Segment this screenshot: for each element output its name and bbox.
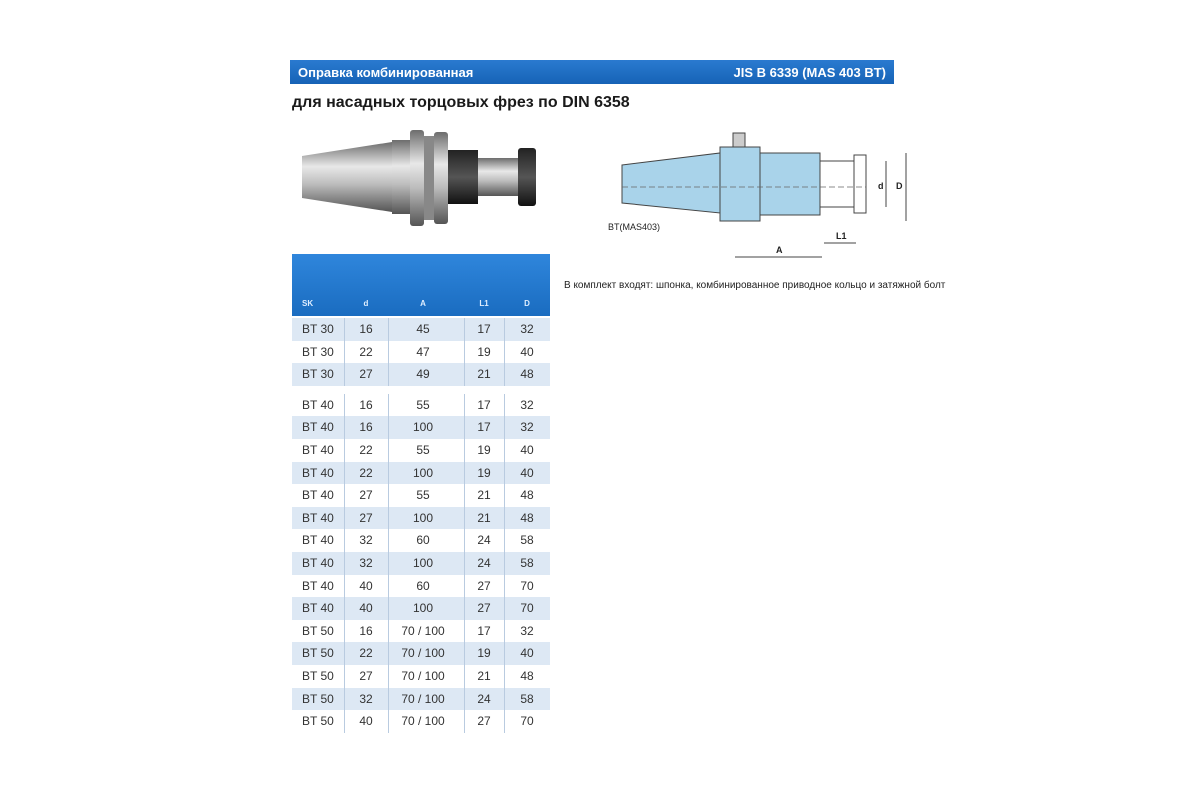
cell-sk: BT 30 xyxy=(302,344,334,359)
cell-a: 60 xyxy=(416,578,430,593)
cell-l1: 24 xyxy=(477,691,491,706)
technical-drawing xyxy=(600,125,920,265)
cell-d: 40 xyxy=(520,646,534,661)
table-row xyxy=(292,597,550,620)
cell-a: 100 xyxy=(412,601,434,616)
cell-d: 48 xyxy=(520,367,534,382)
table-row xyxy=(292,642,550,665)
cell-a: 55 xyxy=(416,488,430,503)
cell-d: 22 xyxy=(359,344,373,359)
page-subtitle: для насадных торцовых фрез по DIN 6358 xyxy=(292,94,630,111)
header-title: Оправка комбинированная xyxy=(298,64,474,80)
cell-d: 40 xyxy=(359,714,373,729)
table-row xyxy=(292,484,550,507)
table-row xyxy=(292,665,550,688)
table-header xyxy=(292,254,550,316)
tool-holder-photo xyxy=(296,126,552,236)
cell-d: 40 xyxy=(359,601,373,616)
cell-d: 22 xyxy=(359,442,373,457)
cell-d: 16 xyxy=(359,397,373,412)
col-d: d xyxy=(363,299,369,308)
dim-a-label: A xyxy=(776,245,783,255)
kit-note: В комплект входят: шпонка, комбинированное приводное кольцо и затяжной болт xyxy=(564,280,946,291)
cell-sk: BT 40 xyxy=(302,578,334,593)
cell-d: 32 xyxy=(520,322,534,336)
cell-a: 70 / 100 xyxy=(401,714,445,729)
cell-a: 100 xyxy=(412,465,434,480)
cell-l1: 17 xyxy=(477,322,491,336)
cell-l1: 21 xyxy=(477,488,491,503)
cell-l1: 24 xyxy=(477,555,491,570)
cell-d: 70 xyxy=(520,601,534,616)
cell-d: 48 xyxy=(520,488,534,503)
cell-a: 49 xyxy=(416,367,430,382)
cell-d: 27 xyxy=(359,488,373,503)
cell-a: 60 xyxy=(416,533,430,548)
dim-d-big-label: D xyxy=(896,181,903,191)
cell-sk: BT 40 xyxy=(302,601,334,616)
cell-sk: BT 50 xyxy=(302,623,334,638)
cell-l1: 19 xyxy=(477,465,491,480)
cell-l1: 19 xyxy=(477,442,491,457)
cell-l1: 21 xyxy=(477,668,491,683)
cell-d: 40 xyxy=(520,442,534,457)
cell-sk: BT 40 xyxy=(302,465,334,480)
table-row xyxy=(292,394,550,417)
table-row xyxy=(292,416,550,439)
col-sk: SK xyxy=(302,299,314,308)
cell-d: 27 xyxy=(359,510,373,525)
cell-d: 58 xyxy=(520,533,534,548)
col-d-outer: D xyxy=(524,299,530,308)
cell-d: 32 xyxy=(520,420,534,435)
cell-d: 58 xyxy=(520,555,534,570)
cell-a: 45 xyxy=(416,322,430,336)
cell-sk: BT 30 xyxy=(302,322,334,336)
cell-d: 27 xyxy=(359,668,373,683)
cell-l1: 17 xyxy=(477,420,491,435)
cell-d: 22 xyxy=(359,646,373,661)
cell-d: 40 xyxy=(520,465,534,480)
dim-l1-label: L1 xyxy=(836,231,847,241)
cell-sk: BT 50 xyxy=(302,668,334,683)
cell-l1: 27 xyxy=(477,601,491,616)
table-row xyxy=(292,575,550,598)
spec-table xyxy=(292,318,550,733)
table-row xyxy=(292,341,550,364)
table-row xyxy=(292,439,550,462)
cell-d: 32 xyxy=(520,623,534,638)
table-row xyxy=(292,688,550,711)
cell-d: 70 xyxy=(520,714,534,729)
cell-l1: 24 xyxy=(477,533,491,548)
cell-l1: 17 xyxy=(477,623,491,638)
cell-sk: BT 50 xyxy=(302,646,334,661)
table-row xyxy=(292,620,550,643)
cell-sk: BT 50 xyxy=(302,691,334,706)
header-bar xyxy=(290,60,894,84)
cell-a: 55 xyxy=(416,397,430,412)
cell-d: 16 xyxy=(359,420,373,435)
cell-sk: BT 40 xyxy=(302,420,334,435)
cell-l1: 27 xyxy=(477,714,491,729)
cell-a: 70 / 100 xyxy=(401,668,445,683)
table-row xyxy=(292,507,550,530)
cell-sk: BT 30 xyxy=(302,367,334,382)
table-row xyxy=(292,552,550,575)
cell-a: 100 xyxy=(412,510,434,525)
cell-a: 100 xyxy=(412,420,434,435)
cell-d: 58 xyxy=(520,691,534,706)
table-row xyxy=(292,363,550,386)
cell-d: 32 xyxy=(520,397,534,412)
cell-l1: 19 xyxy=(477,344,491,359)
cell-d: 22 xyxy=(359,465,373,480)
col-a: A xyxy=(420,299,426,308)
table-row xyxy=(292,462,550,485)
cell-d: 32 xyxy=(359,555,373,570)
cell-d: 48 xyxy=(520,668,534,683)
table-row xyxy=(292,529,550,552)
header-standard: JIS B 6339 (MAS 403 BT) xyxy=(733,64,886,80)
cell-d: 32 xyxy=(359,533,373,548)
cell-sk: BT 50 xyxy=(302,714,334,729)
col-l1: L1 xyxy=(479,299,489,308)
cell-d: 16 xyxy=(359,322,373,336)
cell-d: 16 xyxy=(359,623,373,638)
cell-d: 27 xyxy=(359,367,373,382)
cell-l1: 21 xyxy=(477,510,491,525)
cell-l1: 17 xyxy=(477,397,491,412)
dim-d-small-label: d xyxy=(878,181,884,191)
table-row xyxy=(292,318,550,341)
cell-d: 40 xyxy=(359,578,373,593)
cell-a: 47 xyxy=(416,344,430,359)
cell-l1: 19 xyxy=(477,646,491,661)
cell-a: 70 / 100 xyxy=(401,623,445,638)
cell-d: 32 xyxy=(359,691,373,706)
cell-a: 70 / 100 xyxy=(401,691,445,706)
cell-d: 48 xyxy=(520,510,534,525)
cell-d: 70 xyxy=(520,578,534,593)
cell-d: 40 xyxy=(520,344,534,359)
cell-sk: BT 40 xyxy=(302,488,334,503)
cell-sk: BT 40 xyxy=(302,442,334,457)
cell-sk: BT 40 xyxy=(302,397,334,412)
cell-a: 55 xyxy=(416,442,430,457)
cell-a: 100 xyxy=(412,555,434,570)
cell-l1: 27 xyxy=(477,578,491,593)
cell-sk: BT 40 xyxy=(302,533,334,548)
table-row xyxy=(292,710,550,733)
cell-sk: BT 40 xyxy=(302,555,334,570)
cell-a: 70 / 100 xyxy=(401,646,445,661)
cell-l1: 21 xyxy=(477,367,491,382)
cell-sk: BT 40 xyxy=(302,510,334,525)
bt-label: BT(MAS403) xyxy=(608,222,661,232)
